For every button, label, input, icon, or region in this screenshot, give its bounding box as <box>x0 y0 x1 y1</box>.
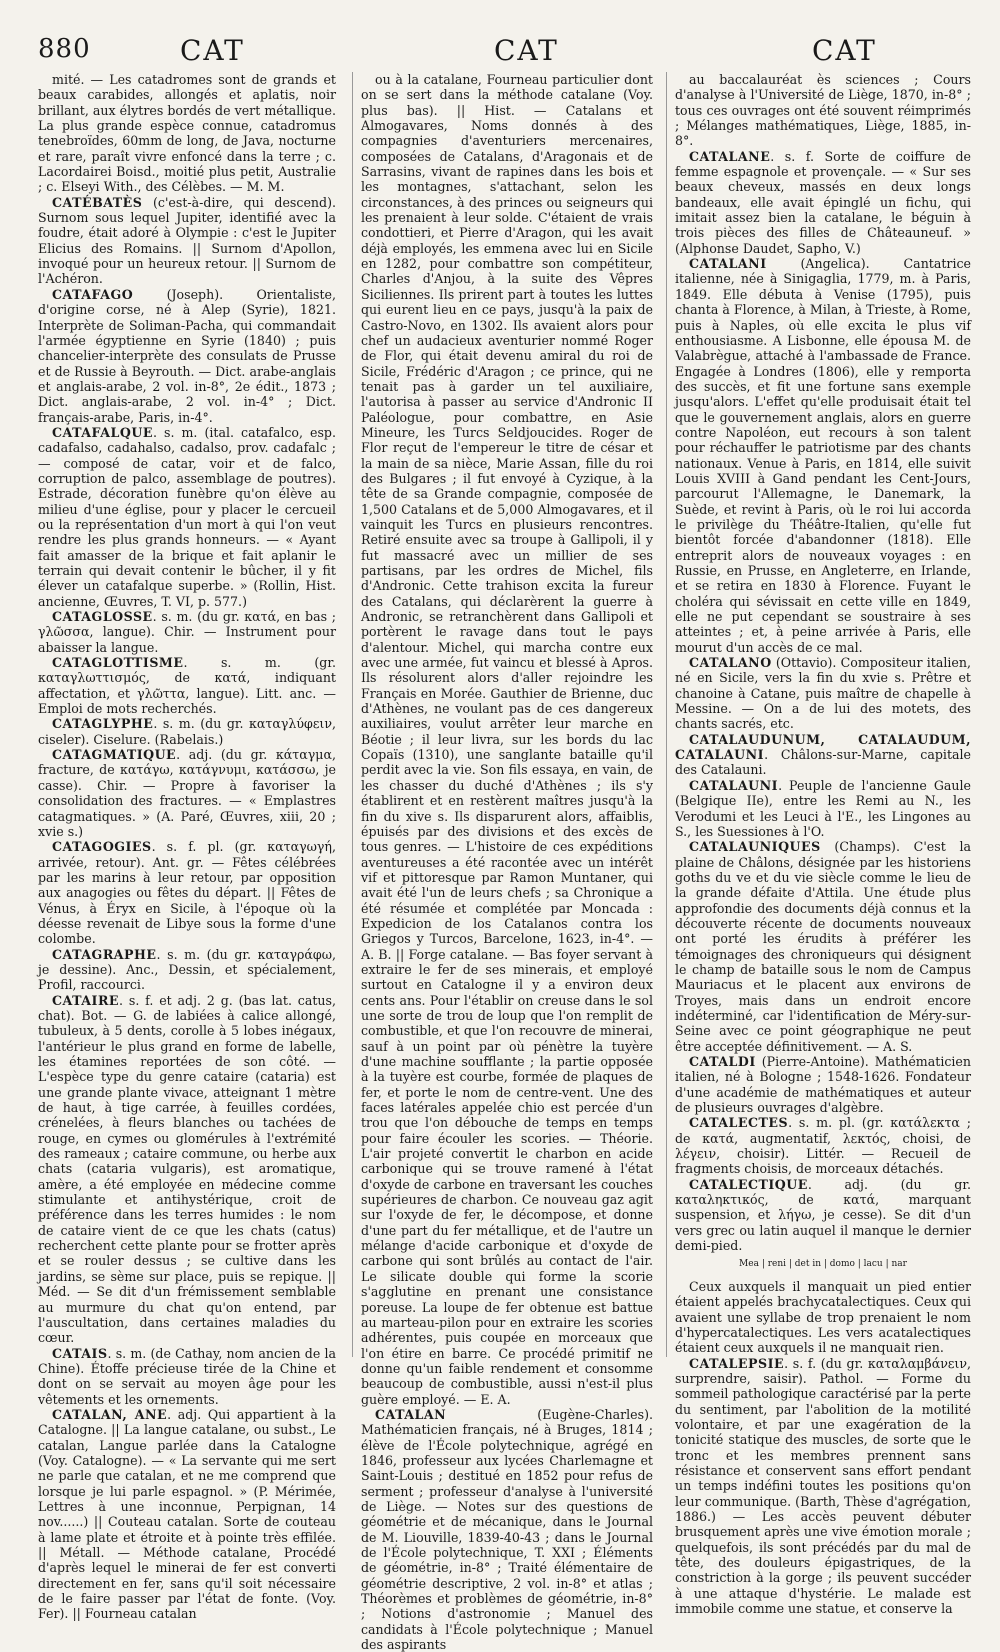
dictionary-entry <box>675 732 971 778</box>
entry-text: . s. f. et adj. 2 g. (bas lat. catus, chat). Bot. — G. de labiées à calice allongé, tubuleux, à 5 dents, corolle à 5 lobes inégaux, l'antérieur le plus grand en forme de labelle, les étamines reportées de son côté. — L'espèce type du genre cataire (cataria) est une grande plante vivace, atteignant 1 mètre de haut, à tige carrée, à feuilles cordées, crénelées, à fleurs blanches ou tachées de rouge, en cymes ou glomérules à l'extrémité des rameaux ; cataire commune, ou herbe aux chats (cataria vulgaris), est aromatique, amère, a été employée en médecine comme stimulante et antihystérique, croit de préférence dans les terres humides : le nom de cataire vient de ce que les chats (catus) recherchent cette plante pour se frotter après et se rouler dessus ; se cultive dans les jardins, se sème sur place, puis se repique. || Méd. — Se dit d'un frémissement semblable au murmure du chat qu'on entend, par l'auscultation, dans certaines maladies du cœur. <box>38 992 336 1346</box>
dictionary-entry <box>38 287 336 425</box>
dictionary-entry <box>361 72 653 1407</box>
dictionary-entry <box>675 149 971 256</box>
entry-headword: CATALECTIQUE <box>689 1176 808 1192</box>
dictionary-entry <box>675 839 971 1054</box>
entry-headword: CATAFAGO <box>52 286 134 302</box>
entry-text: (Eugène-Charles). Mathématicien français, né à Bruges, 1814 ; élève de l'École polytechnique, agrégé en 1846, professeur aux lycées Charlemagne et Saint-Louis ; destitué en 1852 pour refus de serment ; professeur d'analyse à l'université de Liège. — Notes sur des questions de géométrie et de mécanique, dans le Journal de M. Liouville, 1839-40-43 ; dans le Journal de l'École polytechnique, T. XXI ; Éléments de géométrie, in-8° ; Traité élémentaire de géométrie descriptive, 2 vol. in-8° et atlas ; Théorèmes et problèmes de géométrie, in-8° ; Notions d'astronomie ; Manuel des candidats à l'École polytechnique ; Manuel des aspirants <box>361 1406 653 1652</box>
entry-headword: CATALAUDUNUM, CATALAUDUM, CATALAUNI <box>675 731 971 763</box>
entry-text: . s. f. pl. (gr. καταγωγή, arrivée, retour). Ant. gr. — Fêtes célébrées par les marins à leur retour, par opposition aux anagogies ou fêtes du départ. || Fêtes de Vénus, à Éryx en Sicile, à l'époque où la déesse revenait de Libye sous la forme d'une colombe. <box>38 839 336 947</box>
entry-headword: CATAFALQUE <box>52 424 153 440</box>
dictionary-entry <box>38 195 336 287</box>
entry-text: . s. m. (du gr. καταγράφω, je dessine). Anc., Dessin, et spécialement, Profil, raccourci. <box>38 946 336 993</box>
dictionary-entry <box>675 1356 971 1617</box>
dictionary-entry <box>38 947 336 993</box>
entry-headword: CATALANO <box>689 655 772 671</box>
entry-text: . s. m. (gr. καταγλωττισμός, de κατά, indiquant affectation, et γλῶττα, langue). Litt. anc. — Emploi de mots recherchés. <box>38 655 336 717</box>
entry-text: . Châlons-sur-Marne, capitale des Catalauni. <box>675 747 971 778</box>
dictionary-entry <box>675 1115 971 1176</box>
running-head-left: CAT <box>180 34 245 67</box>
dictionary-entry <box>361 1407 653 1652</box>
entry-headword: CATALDI <box>689 1054 756 1069</box>
dictionary-entry <box>675 1054 971 1115</box>
entry-headword: CATAGLYPHE <box>52 716 154 732</box>
entry-text: . s. f. Sorte de coiffure de femme espagnole et provençale. — « Sur ses beaux cheveux, massés en deux longs bandeaux, elle avait épinglé un fichu, qui imitait assez bien la catalane, le béguin à trois pièces des filles de Châteauneuf. » (Alphonse Daudet, Sapho, V.) <box>675 148 971 256</box>
entry-headword: CATAIRE <box>52 992 120 1008</box>
column-left <box>38 72 336 1622</box>
entry-text: . adj. (du gr. καταληκτικός, de κατά, marquant suspension, et λήγω, je cesse). Se dit d'un vers grec ou latin auquel il manque le dernier demi-pied. <box>675 1176 971 1254</box>
dictionary-entry <box>38 747 336 839</box>
entry-headword: CATAGLOSSE <box>52 609 153 625</box>
entry-text: (Pierre-Antoine). Mathématicien italien, né à Bologne ; 1548-1626. Fondateur d'une académie de mathématiques et auteur de plusieurs ouvrages d'algèbre. <box>675 1054 971 1116</box>
entry-text: (c'est-à-dire, qui descend). Surnom sous lequel Jupiter, identifié avec la foudre, était adoré à Olympie : c'est le Jupiter Elicius des Romains. || Surnom d'Apollon, invoqué pour un heureux retour. || Surnom de l'Achéron. <box>38 194 336 287</box>
running-head-right: CAT <box>812 34 877 67</box>
entry-text: au baccalauréat ès sciences ; Cours d'analyse à l'Université de Liège, 1870, in-8° ; tous ces ouvrages ont été souvent réimprimés ; Mélanges mathématiques, Liège, 1885, in-8°. <box>675 72 971 149</box>
dictionary-entry <box>38 72 336 195</box>
entry-text: (Champs). C'est la plaine de Châlons, désignée par les historiens goths du ve et du vie siècle comme le lieu de la grande défaite d'Attila. Une étude plus approfondie des documents déjà connus et la découverte récente de documents nouveaux ont porté les érudits à préférer les témoignages des chroniqueurs qui désignent le champ de bataille sous le nom de Campus Mauriacus et le placent aux environs de Troyes, mais dans un endroit encore indéterminé, car l'identification de Méry-sur-Seine avec ce point géographique ne peut être acceptée définitivement. — A. S. <box>675 839 971 1054</box>
entry-headword: CATÉBATÈS <box>52 194 143 210</box>
dictionary-entry <box>38 839 336 946</box>
entry-headword: CATALAUNI <box>689 777 779 793</box>
entry-headword: CATAIS <box>52 1345 108 1361</box>
entry-text: . Peuple de l'ancienne Gaule (Belgique IIe), entre les Remi au N., les Verodumi et les Leuci à l'E., les Lingones au S., les Suessiones à l'O. <box>675 777 971 839</box>
dictionary-entry <box>38 425 336 609</box>
entry-headword: CATAGMATIQUE <box>52 747 177 763</box>
dictionary-entry <box>38 655 336 716</box>
entry-text: . s. m. (ital. catafalco, esp. cadafalso, cadahalso, cadalso, prov. cadafalc ; — composé de catar, voir et de falco, corruption de palco, assemblage de poutres). Estrade, décoration funèbre qu'on élève au milieu d'une église, pour y placer le cercueil ou la représentation d'un mort à qui l'on veut rendre les plus grands honneurs. — « Ayant fait amasser de la brique et fait aplanir le terrain qui devait contenir le bûcher, il y fit élever un catafalque superbe. » (Rollin, Hist. ancienne, Œuvres, T. VI, p. 577.) <box>38 424 336 609</box>
dictionary-entry <box>675 1177 971 1254</box>
entry-text: . s. m. pl. (gr. κατάλεκτα ; de κατά, augmentatif, λεκτός, choisi, de λέγειν, choisir). Littér. — Recueil de fragments choisis, de morceaux détachés. <box>675 1115 971 1177</box>
entry-headword: CATALANI <box>689 256 767 272</box>
entry-headword: CATAGLOTTISME <box>52 655 184 671</box>
entry-headword: CATALECTES <box>689 1115 789 1131</box>
entry-headword: CATAGRAPHE <box>52 946 157 962</box>
dictionary-entry <box>38 1407 336 1622</box>
page-number: 880 <box>38 34 91 64</box>
verse-example: Mea | reni | det in | domo | lacu | nar <box>739 1259 907 1270</box>
dictionary-entry <box>675 1279 971 1356</box>
column-middle <box>352 72 653 1652</box>
entry-text: (Ottavio). Compositeur italien, né en Sicile, vers la fin du xvie s. Prêtre et chanoine à Catane, puis maître de chapelle à Messine. — On a de lui des motets, des chants sacrés, etc. <box>675 655 971 732</box>
entry-text: . adj. Qui appartient à la Catalogne. || La langue catalane, ou subst., Le catalan, Langue parlée dans la Catalogne (Voy. Catalogne). — « La servante qui me sert ne parle que catalan, et ne me comprend que lorsque je lui parle espagnol. » (P. Mérimée, Lettres à une inconnue, Perpignan, 14 nov......) || Couteau catalan. Sorte de couteau à lame plate et étroite et à pointe très effilée. || Métall. — Méthode catalane, Procédé d'après lequel le minerai de fer est converti directement en fer, sans qu'il soit nécessaire de le faire passer par l'état de fonte. (Voy. Fer). || Fourneau catalan <box>38 1406 336 1622</box>
entry-text: (Angelica). Cantatrice italienne, née à Sinigaglia, 1779, m. à Paris, 1849. Elle débuta à Venise (1795), puis chanta à Florence, à Milan, à Trieste, à Rome, puis à Naples, où elle excita le plus vif enthousiasme. A Lisbonne, elle épousa M. de Valabrègue, attaché à l'ambassade de France. Engagée à Londres (1806), elle y remporta des succès, et fit une fortune sans exemple jusqu'alors. L'effet qu'elle produisait était tel que le gouvernement anglais, alors en guerre contre Napoléon, eut recours à son talent pour réchauffer le patriotisme par des chants nationaux. Venue à Paris, en 1814, elle suivit Louis XVIII à Gand pendant les Cent-Jours, parcourut l'Allemagne, le Danemark, la Suède, et revint à Paris, où le roi lui accorda le privilège du Théâtre-Italien, qu'elle fut bientôt forcée d'abandonner (1818). Elle entreprit alors de nouveaux voyages : en Russie, en Prusse, en Angleterre, en Irlande, et se retira en 1830 à Florence. Fuyant le choléra qui sévissait en cette ville en 1849, elle ne put cependant se soustraire à ses atteintes ; et, à peine arrivée à Paris, elle mourut d'un accès de ce mal. <box>675 256 971 655</box>
dictionary-entry <box>675 655 971 732</box>
entry-headword: CATALAN, ANE <box>52 1406 168 1422</box>
dictionary-entry <box>38 1346 336 1407</box>
entry-text: . adj. (du gr. κάταγμα, fracture, de κατάγω, κατάγνυμι, κατάσσω, je casse). Chir. — Propre à favoriser la consolidation des fractures. — « Emplastres catagmatiques. » (A. Paré, Œuvres, xiii, 20 ; xvie s.) <box>38 747 336 839</box>
entry-text: (Joseph). Orientaliste, d'origine corse, né à Alep (Syrie), 1821. Interprète de Soliman-Pacha, qui commandait l'armée égyptienne en Syrie (1840) ; puis chancelier-interprète des consulats de Prusse et de Russie à Beyrouth. — Dict. arabe-anglais et anglais-arabe, 2 vol. in-8°, 2e édit., 1873 ; Dict. anglais-arabe, 2 vol. in-4° ; Dict. français-arabe, Paris, in-4°. <box>38 286 336 425</box>
entry-text: mité. — Les catadromes sont de grands et beaux carabides, allongés et aplatis, noir brillant, aux élytres bordés de vert métallique. La plus grande espèce connue, catadromus tenebroïdes, 60mm de long, de Java, nocturne et rare, paraît vivre enfoncé dans la terre ; c. Lacordairei Boisd., moitié plus petit, Australie ; c. Elseyi With., des Célèbes. — M. M. <box>38 72 336 195</box>
entry-headword: CATALANE <box>689 148 771 164</box>
entry-text: . s. m. (du gr. καταγλύφειν, ciseler). Ciselure. (Rabelais.) <box>38 716 336 747</box>
entry-headword: CATAGOGIES <box>52 839 152 855</box>
entry-headword: CATALEPSIE <box>689 1355 785 1371</box>
dictionary-entry <box>38 716 336 747</box>
entry-headword: CATALAUNIQUES <box>689 839 821 855</box>
entry-text: . s. m. (de Cathay, nom ancien de la Chine). Étoffe précieuse tirée de la Chine et dont on se servait au moyen âge pour les vêtements et les ornements. <box>38 1345 336 1407</box>
entry-text: . s. f. (du gr. καταλαμβάνειν, surprendre, saisir). Pathol. — Forme du sommeil pathologique caractérisé par la perte du sentiment, par l'abolition de la motilité volontaire, et par une exagération de la tonicité statique des muscles, de sorte que le tronc et les membres prennent sans résistance et conservent sans effort pendant un temps indéfini toutes les positions qu'on leur communique. (Barth, Thèse d'agrégation, 1886.) — Les accès peuvent débuter brusquement après une vive émotion morale ; quelquefois, ils sont précédés par du mal de tête, des douleurs épigastriques, de la constriction à la gorge ; ils peuvent succéder à une attaque d'hystérie. Le malade est immobile comme une statue, et conserve la <box>675 1355 971 1617</box>
dictionary-entry <box>675 256 971 655</box>
dictionary-entry <box>675 778 971 839</box>
dictionary-entry <box>38 993 336 1346</box>
page-header <box>0 30 1000 70</box>
entry-text: ou à la catalane, Fourneau particulier dont on se sert dans la méthode catalane (Voy. plus bas). || Hist. — Catalans et Almogavares, Noms donnés à des compagnies d'aventuriers mercenaires, composées de Catalans, d'Aragonais et de Sarrasins, vivant de rapines dans les bois et les montagnes, s'attachant, selon les circonstances, à des princes ou seigneurs qui les prenaient à leur solde. C'étaient de vrais condottieri, et Pierre d'Aragon, qui les avait déjà employés, les emmena avec lui en Sicile en 1282, pour combattre son compétiteur, Charles d'Anjou, à la suite des Vêpres Siciliennes. Ils prirent part à toutes les luttes qui eurent lieu en ce pays, jusqu'à la paix de Castro-Novo, en 1302. Ils avaient alors pour chef un audacieux aventurier nommé Roger de Flor, qui était devenu amiral du roi de Sicile, Frédéric d'Aragon ; ce prince, qui ne tenait pas à garder un tel auxiliaire, l'autorisa à passer au service d'Andronic II Paléologue, pour combattre, en Asie Mineure, les Turcs Seldjoucides. Roger de Flor reçut de l'empereur le titre de césar et la main de sa nièce, Marie Assan, fille du roi des Bulgares ; il fut envoyé à Cyzique, à la tête de sa Grande compagnie, composée de 1,500 Catalans et de 5,000 Almogavares, et il vainquit les Turcs en plusieurs rencontres. Retiré ensuite avec sa troupe à Gallipoli, il y fut massacré avec un millier de ses partisans, par les ordres de Michel, fils d'Andronic. Cette trahison excita la fureur des Catalans, qui déclarèrent la guerre à Andronic, se retranchèrent dans Gallipoli et portèrent le ravage dans tout le pays d'alentour. Michel, qui marcha contre eux avec une armée, fut vaincu et blessé à Apros. Ils résolurent alors d'aller rejoindre les Français en Morée. Gauthier de Brienne, duc d'Athènes, ne voulant pas de ces dangereux auxiliaires, voulut arrêter leur marche en Béotie ; il leur livra, sur les bords du lac Copaïs (1310), une sanglante bataille qu'il perdit avec la vie. Son fils essaya, en vain, de les chasser du duché d'Athènes ; ils s'y établirent et en restèrent maîtres jusqu'à la fin du xive s. Ils disparurent alors, affaiblis, épuisés par des divisions et des excès de tous genres. — L'histoire de ces expéditions aventureuses a été racontée avec un intérêt vif et pittoresque par Ramon Muntaner, qui avait été l'un de leurs chefs ; sa Chronique a été résumée et complétée par Moncada : Expedicion de los Catalanos contra los Griegos y Turcos, Barcelone, 1623, in-4°. — A. B. || Forge catalane. — Bas foyer servant à extraire le fer de ses minerais, et employé surtout en Catalogne il y a environ deux cents ans. Pour l'établir on creuse dans le sol une sorte de trou de loup que l'on remplit de combustible, et que l'on recouvre de minerai, sauf à un point par où pénètre la tuyère d'une machine soufflante ; la partie opposée à la tuyère est courbe, formée de plaques de fer, et porte le nom de centre-vent. Une des faces latérales appelée chio est percée d'un trou que l'on débouche de temps en temps pour faire écouler les scories. — Théorie. L'air projeté convertit le charbon en acide carbonique qui se trouve ramené à l'état d'oxyde de carbone en traversant les couches supérieures de charbon. Ce nouveau gaz agit sur l'oxyde de fer, le décompose, et donne d'une part du fer métallique, et de l'autre un mélange d'acide carbonique et d'oxyde de carbone qui sont brûlés au contact de l'air. Le silicate double qui forme la scorie s'agglutine en prenant une consistance poreuse. La loupe de fer obtenue est battue au marteau-pilon pour en extraire les scories adhérentes, puis coupée en morceaux que l'on étire en barre. Ce procédé primitif ne donne qu'un faible rendement et consomme beaucoup de combustible, aussi n'est-il plus guère employé. — E. A. <box>361 72 653 1407</box>
entry-headword: CATALAN <box>375 1406 447 1422</box>
dictionary-entry <box>675 72 971 149</box>
running-head-center: CAT <box>494 34 559 67</box>
dictionary-entry <box>38 609 336 655</box>
entry-text: . s. m. (du gr. κατά, en bas ; γλῶσσα, langue). Chir. — Instrument pour abaisser la langue. <box>38 609 336 655</box>
column-right <box>666 72 971 1617</box>
entry-text: Ceux auxquels il manquait un pied entier étaient appelés brachycatalectiques. Ceux qui avaient une syllabe de trop prenaient le nom d'hypercatalectiques. Les vers acatalectiques étaient ceux auxquels il ne manquait rien. <box>675 1278 971 1356</box>
